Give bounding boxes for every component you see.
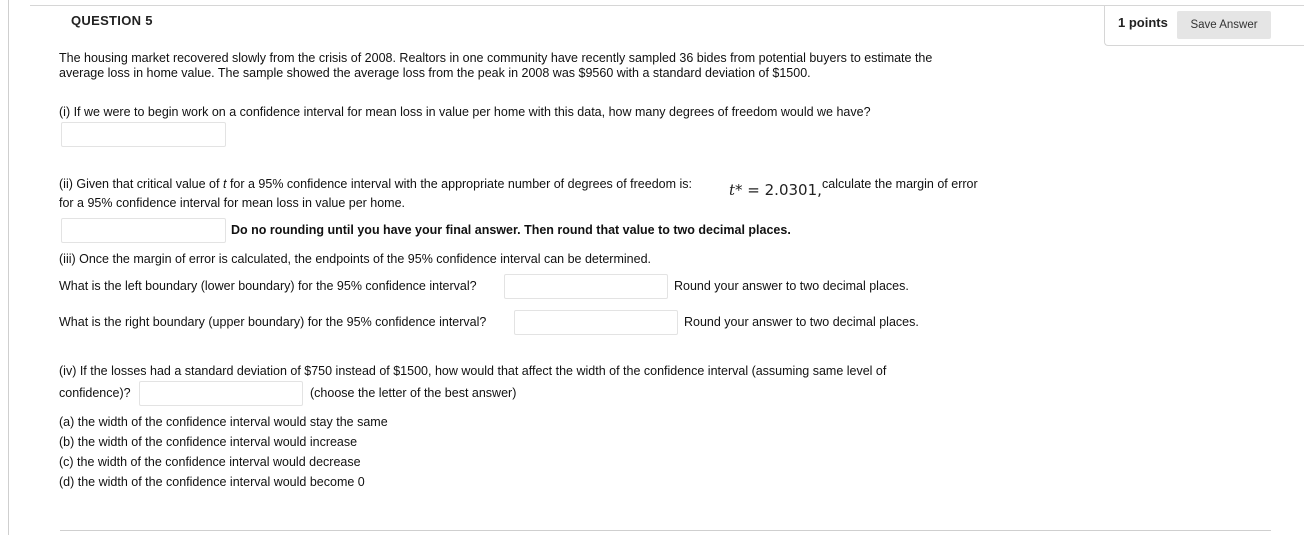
right-boundary-prompt: What is the right boundary (upper boundary) for the 95% confidence interval? <box>59 315 487 329</box>
part-ii-prompt-before: (ii) Given that critical value of <box>59 177 220 191</box>
left-divider <box>8 0 9 535</box>
part-ii-prompt-line-2: for a 95% confidence interval for mean loss in value per home. <box>59 196 406 210</box>
part-iii-intro: (iii) Once the margin of error is calculated, the endpoints of the 95% confidence interval can be determined. <box>59 252 651 266</box>
part-i-prompt: (i) If we were to begin work on a confidence interval for mean loss in value per home with this data, how many degrees of freedom would we have? <box>59 105 871 119</box>
part-iv-prompt-line-2: confidence)? <box>59 386 131 400</box>
option-c: (c) the width of the confidence interval would decrease <box>59 455 361 469</box>
part-ii-prompt-after: calculate the margin of error <box>822 177 978 191</box>
margin-of-error-input[interactable] <box>61 218 226 243</box>
critical-value-formula <box>729 181 822 199</box>
left-boundary-prompt: What is the left boundary (lower boundary) for the 95% confidence interval? <box>59 279 477 293</box>
question-title: QUESTION 5 <box>71 13 153 28</box>
option-b: (b) the width of the confidence interval would increase <box>59 435 358 449</box>
question-stem-line-2: average loss in home value. The sample showed the average loss from the peak in 2008 was $9560 with a standard deviation of $1500. <box>59 66 811 80</box>
part-ii-prompt <box>59 177 692 192</box>
rounding-instruction: Do no rounding until you have your final answer. Then round that value to two decimal places. <box>231 223 791 237</box>
right-boundary-input[interactable] <box>514 310 678 335</box>
critical-value-symbol: t <box>729 181 736 199</box>
critical-value: * = 2.0301, <box>735 181 822 199</box>
part-ii-prompt-middle: for a 95% confidence interval with the appropriate number of degrees of freedom is: <box>229 177 693 191</box>
part-ii-variable: t <box>222 177 227 191</box>
question-stem-line-1: The housing market recovered slowly from the crisis of 2008. Realtors in one community have recently sampled 36 bides from potential buyers to estimate the <box>59 51 933 65</box>
part-iv-hint: (choose the letter of the best answer) <box>310 386 517 400</box>
part-i-answer-input[interactable] <box>61 122 226 147</box>
left-boundary-input[interactable] <box>504 274 668 299</box>
points-panel <box>1104 5 1304 46</box>
save-answer-button[interactable]: Save Answer <box>1177 11 1271 39</box>
option-a: (a) the width of the confidence interval would stay the same <box>59 415 388 429</box>
points-label: 1 points <box>1118 15 1168 30</box>
right-boundary-hint: Round your answer to two decimal places. <box>684 315 919 329</box>
option-d: (d) the width of the confidence interval would become 0 <box>59 475 365 489</box>
part-iv-prompt-line-1: (iv) If the losses had a standard deviation of $750 instead of $1500, how would that affect the width of the confidence interval (assuming same level of <box>59 364 887 378</box>
width-effect-input[interactable] <box>139 381 303 406</box>
bottom-divider <box>60 530 1271 531</box>
left-boundary-hint: Round your answer to two decimal places. <box>674 279 909 293</box>
header-divider <box>30 5 1104 6</box>
